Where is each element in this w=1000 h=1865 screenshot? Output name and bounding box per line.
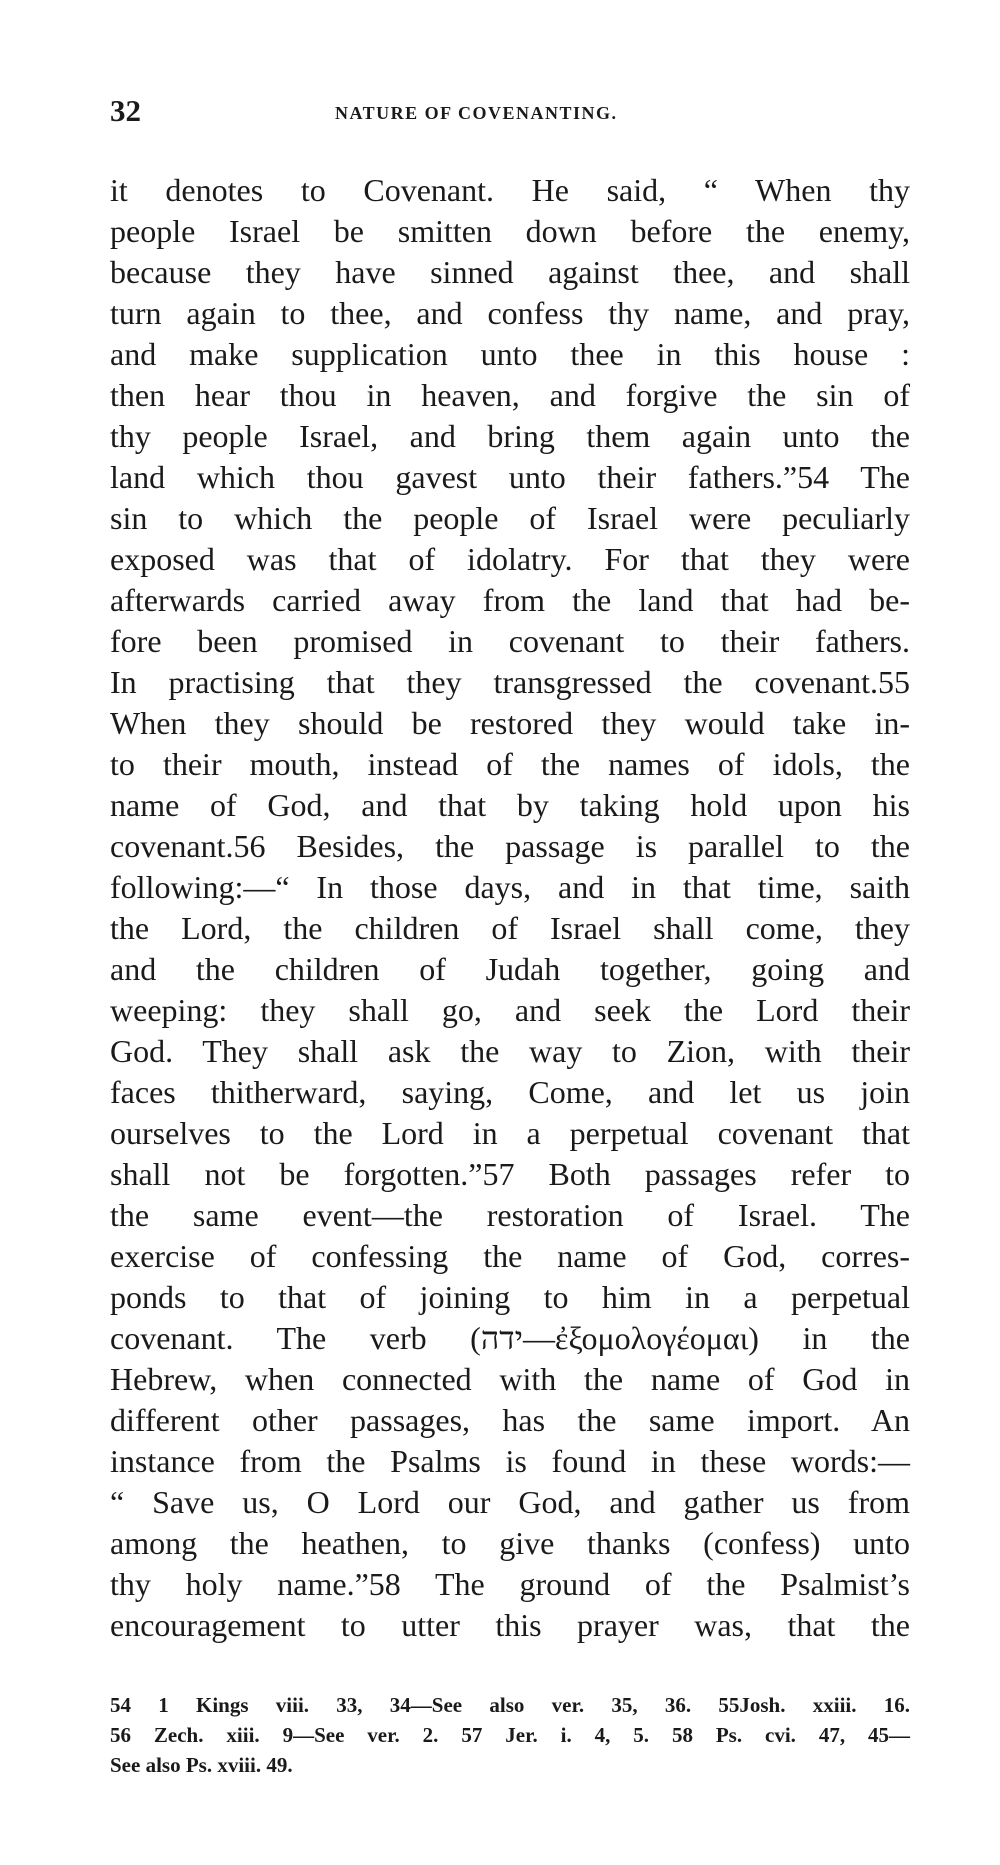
body-line: thy people Israel, and bring them again unto the: [110, 418, 910, 454]
body-line: encouragement to utter this prayer was, that the: [110, 1607, 910, 1643]
body-line: ourselves to the Lord in a perpetual covenant that: [110, 1115, 910, 1151]
body-line: weeping: they shall go, and seek the Lord their: [110, 992, 910, 1028]
page-number: 32: [110, 93, 141, 128]
footnote-line: See also Ps. xviii. 49.: [110, 1753, 293, 1777]
body-line: then hear thou in heaven, and forgive the sin of: [110, 377, 910, 413]
body-line: and make supplication unto thee in this house :: [110, 336, 910, 372]
body-line: afterwards carried away from the land that had be-: [110, 582, 910, 618]
body-line: God. They shall ask the way to Zion, with their: [110, 1033, 910, 1069]
body-line: fore been promised in covenant to their fathers.: [110, 623, 910, 659]
body-text: [110, 170, 910, 1646]
body-line: “ Save us, O Lord our God, and gather us from: [110, 1484, 910, 1520]
page-header: [110, 93, 910, 133]
running-head: NATURE OF COVENANTING.: [335, 103, 618, 123]
body-line: name of God, and that by taking hold upon his: [110, 787, 910, 823]
body-line: instance from the Psalms is found in these words:—: [110, 1443, 910, 1479]
body-line: because they have sinned against thee, and shall: [110, 254, 910, 290]
body-line: faces thitherward, saying, Come, and let us join: [110, 1074, 910, 1110]
body-line: people Israel be smitten down before the enemy,: [110, 213, 910, 249]
body-line: to their mouth, instead of the names of idols, the: [110, 746, 910, 782]
body-line: ponds to that of joining to him in a perpetual: [110, 1279, 910, 1315]
body-line: When they should be restored they would take in-: [110, 705, 910, 741]
footnotes: [110, 1690, 910, 1780]
body-line: sin to which the people of Israel were peculiarly: [110, 500, 910, 536]
body-line: among the heathen, to give thanks (confess) unto: [110, 1525, 910, 1561]
body-line: In practising that they transgressed the covenant.55: [110, 664, 910, 700]
body-line: covenant. The verb (ידה—ἐξομολογέομαι) in the: [110, 1320, 911, 1356]
body-line: the same event—the restoration of Israel. The: [110, 1197, 910, 1233]
footnote-line: 54 1 Kings viii. 33, 34—See also ver. 35, 36. 55Josh. xxiii. 16.: [110, 1693, 910, 1717]
body-line: exercise of confessing the name of God, corres-: [110, 1238, 910, 1274]
body-line: different other passages, has the same import. An: [110, 1402, 910, 1438]
body-line: Hebrew, when connected with the name of God in: [110, 1361, 910, 1397]
body-line: following:—“ In those days, and in that time, saith: [110, 869, 910, 905]
body-line: land which thou gavest unto their fathers.”54 The: [110, 459, 910, 495]
footnote-line: 56 Zech. xiii. 9—See ver. 2. 57 Jer. i. 4, 5. 58 Ps. cvi. 47, 45—: [110, 1723, 910, 1747]
body-line: the Lord, the children of Israel shall come, they: [110, 910, 910, 946]
body-line: turn again to thee, and confess thy name, and pray,: [110, 295, 910, 331]
body-line: covenant.56 Besides, the passage is parallel to the: [110, 828, 910, 864]
body-line: thy holy name.”58 The ground of the Psalmist’s: [110, 1566, 910, 1602]
body-line: it denotes to Covenant. He said, “ When thy: [110, 172, 910, 208]
body-line: and the children of Judah together, going and: [110, 951, 910, 987]
body-line: shall not be forgotten.”57 Both passages refer to: [110, 1156, 910, 1192]
body-line: exposed was that of idolatry. For that they were: [110, 541, 910, 577]
